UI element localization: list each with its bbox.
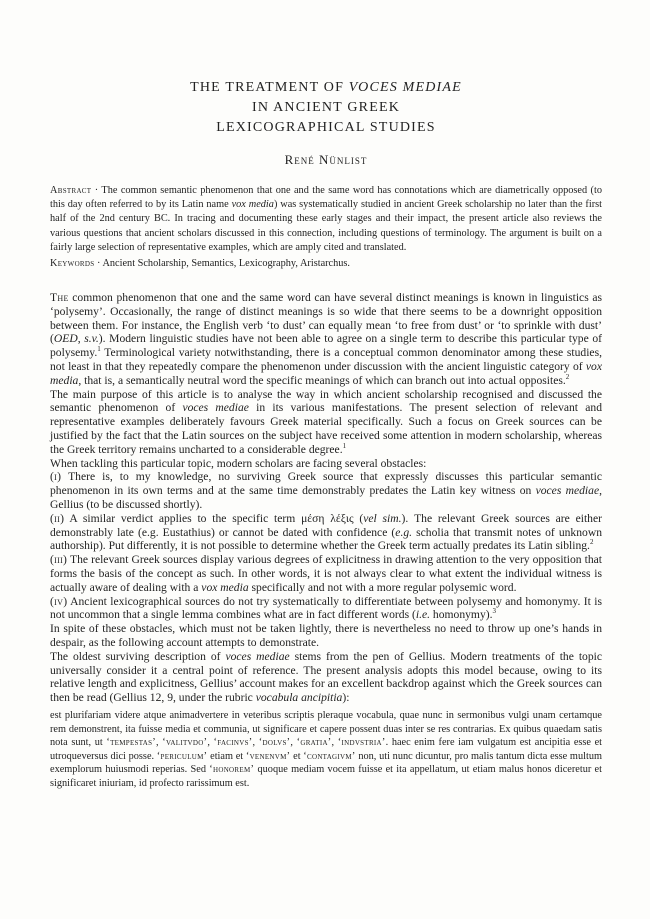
obstacle-2: (ii) A similar verdict applies to the specific term μέση λέξις (vel sim.). The relevant Greek sources are either demonstrably late (e.g. Eustathius) or cannot be dated with confidence (e.g. scholia that transmit notes of unknown authorship). Put differently, it is not possible to determine whether the Greek term actually predates its Latin sibling.$^2$ xyxy=(50,511,602,553)
footnote-ref[interactable]: 1 xyxy=(97,345,101,354)
paragraph-3: When tackling this particular topic, modern scholars are facing several obstacles: xyxy=(50,456,427,470)
footnote-ref[interactable]: 2 xyxy=(589,538,594,547)
title-line-1: THE TREATMENT OF VOCES MEDIAE xyxy=(190,80,462,95)
keywords: Keywords · Ancient Scholarship, Semantics, Lexicography, Aristarchus. xyxy=(50,258,351,270)
article-title xyxy=(50,78,602,138)
paragraph-2: The main purpose of this article is to analyse the way in which ancient scholarship recognised and discussed the semantic phenomenon of voces mediae in its various manifestations. The present selection of relevant and representative examples deliberately favours Greek material specifically. Such a focus on Greek sources can be justified by the fact that the Latin sources on the subject have received some attention in modern scholarship, whereas the Greek territory remains uncharted to a considerable degree.$^1$ xyxy=(50,387,602,456)
obstacle-3: (iii) The relevant Greek sources display various degrees of explicitness in drawing attention to the very opposition that forms the basis of the concept as such. In other words, it is not always clear to what extent the individual witness is actually aware of dealing with a vox media specifically and not with a more regular polysemic word. xyxy=(50,553,602,594)
abstract: Abstract · The common semantic phenomenon that one and the same word has connotations which are diametrically opposed (to this day often referred to by its Latin name vox media) was systematically studied in ancient Greek scholarship no later than the first half of the 2nd century BC. In tracing and documenting these early stages and their impact, the present article also reviews the various questions that ancient scholars discussed in this connection, including questions of terminology. The argument is built on a fairly large selection of representative examples, which are amply cited and translated. xyxy=(50,185,603,253)
obstacle-4: (iv) Ancient lexicographical sources do not try systematically to differentiate between polysemy and homonymy. It is not uncommon that a single lemma combines what are in fact different words (i.e. homonymy).$^3$ xyxy=(50,594,602,622)
obstacle-1: (i) There is, to my knowledge, no surviving Greek source that expressly discusses this particular semantic phenomenon in its own terms and at the same time demonstrably predates the Latin key witness on voces mediae, Gellius (to be discussed shortly). xyxy=(50,470,602,511)
title-line-2: IN ANCIENT GREEK xyxy=(251,100,401,115)
abstract-label: Abstract xyxy=(50,185,92,196)
paragraph-9: The oldest surviving description of voces mediae stems from the pen of Gellius. Modern treatments of the topic universally consider it a central point of reference. The present analysis adopts this model because, owing to its relative length and explicitness, Gellius’ account makes for an excellent backdrop against which the Greek sources can then be read (Gellius 12, 9, under the rubric vocabula ancipitia): xyxy=(50,649,603,705)
footnote-ref[interactable]: 1 xyxy=(342,441,347,450)
title-line-3: LEXICOGRAPHICAL STUDIES xyxy=(216,120,436,135)
keywords-label: Keywords xyxy=(50,258,95,270)
gellius-quotation: est plurifariam videre atque animadvertere in veteribus scriptis pleraque vocabula, quae nunc in sermonibus vulgi unam certamque rem demonstrent, ita fuisse media et communia, ut significare et capere possent duas inter se res contrarias. Ex quibus quaedam satis nota sunt, ut ‘tempestas’, ‘valitvdo’, ‘facinvs’, ‘dolvs’, ‘gratia’, ‘indvstria’. haec enim fere iam vulgatum est ancipitia esse et utroqueversus dici posse. ‘periculum’ etiam et ‘venenvm’ et ‘contagivm’ non, uti nunc dicuntur, pro malis tantum dicta esse multum exemplorum huiusmodi reperias. Sed ‘honorem’ quoque mediam vocem fuisse et ita appellatum, ut etiam malus honos diceretur et significaret iniuriam, id profecto rarissimum est. xyxy=(50,709,603,789)
footnote-ref[interactable]: 2 xyxy=(565,372,570,381)
author-name: René Nünlist xyxy=(284,152,368,167)
article-body xyxy=(50,291,602,705)
paragraph-8: In spite of these obstacles, which must not be taken lightly, there is nevertheless no need to throw up one’s hands in despair, as the following account attempts to demonstrate. xyxy=(50,622,602,649)
greek-term: μέση λέξις xyxy=(301,511,354,525)
paragraph-1: The common phenomenon that one and the same word can have several distinct meanings is known in linguistics as ‘polysemy’. Occasionally, the range of distinct meanings is so wide that there seems to be a downright opposition between them. For instance, the English verb ‘to dust’ can equally mean ‘to free from dust’ or ‘to sprinkle with dust’ (OED, s.v.). Modern linguistic studies have not been able to agree on a single term to describe this particular type of polysemy.$^1$ Terminological variety notwithstanding, there is a conceptual common denominator among these studies, not least in that they repeatedly compare the phenomenon under discussion with the ancient linguistic category of vox media, that is, a semantically neutral word the specific meanings of which can branch out into actual opposites.$^2$ xyxy=(50,291,603,387)
footnote-ref[interactable]: 3 xyxy=(492,607,497,616)
